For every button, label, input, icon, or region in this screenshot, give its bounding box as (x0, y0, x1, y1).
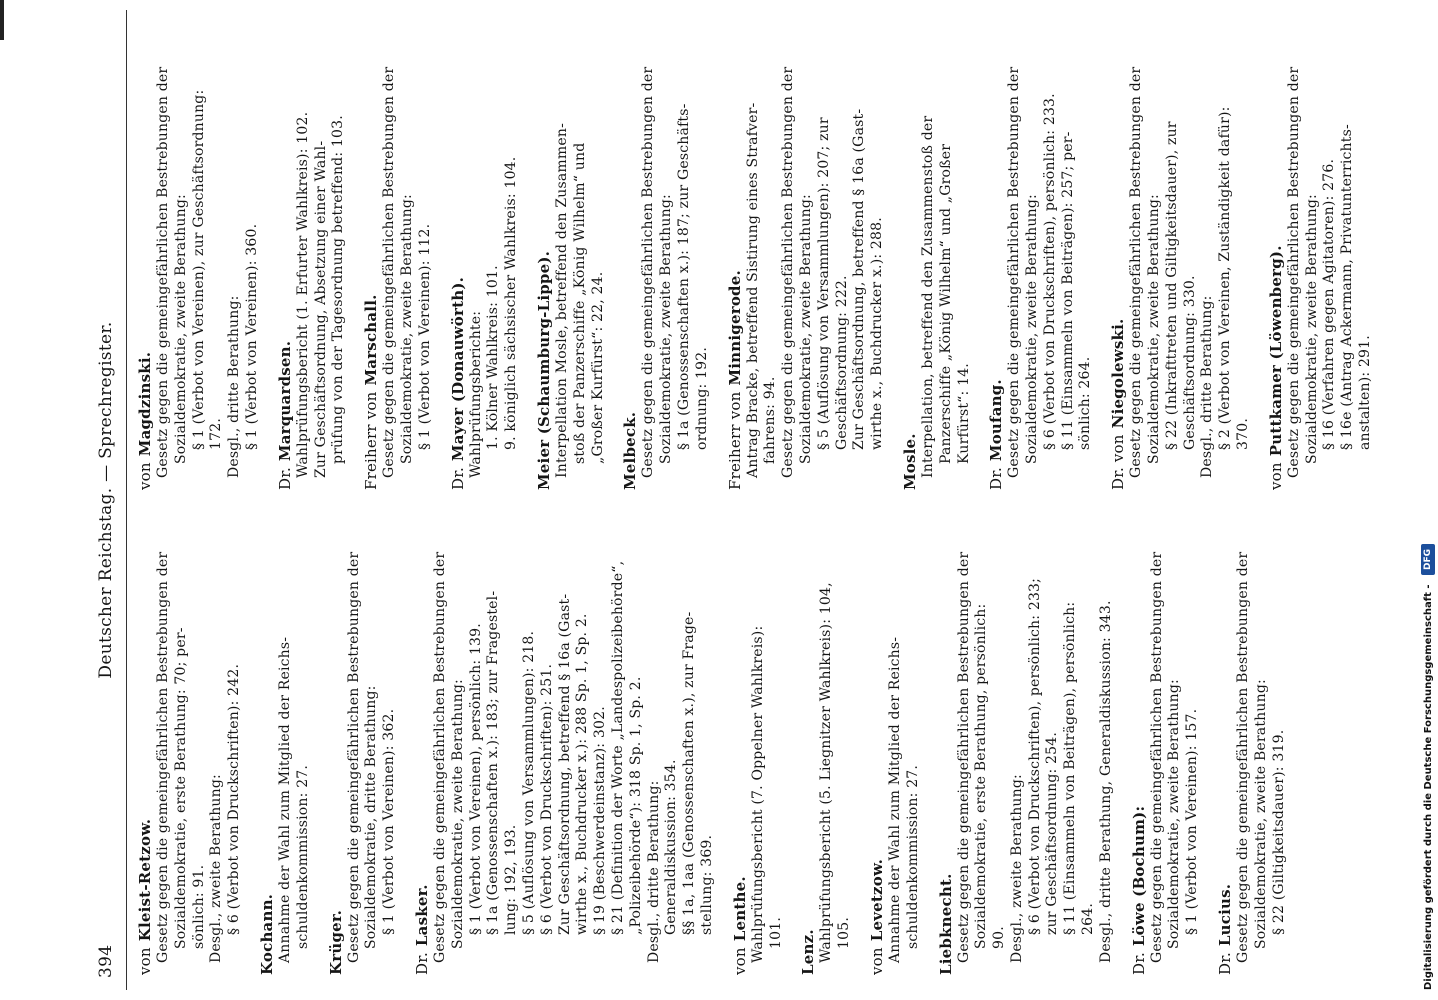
speaker-surname: Kochann. (257, 893, 276, 975)
register-entry (1267, 25, 1375, 490)
register-entry (901, 25, 973, 490)
register-entry (726, 25, 887, 490)
entry-line: § 16 (Verfahren gegen Agitatoren): 276. (1321, 158, 1338, 450)
entry-line: § 2 (Verbot von Vereinen, Zuständigkeit dafür): (1217, 106, 1234, 450)
entry-line: § 11 (Einsammeln von Beiträgen), persönlich: (1062, 601, 1079, 935)
speaker-name (1216, 510, 1235, 975)
entry-line: prüfung von der Tagesordnung betreffend: 103. (330, 115, 347, 464)
entry-line: wirthe x., Buchdrucker x.): 288 Sp. 1, Sp. 2. (574, 613, 591, 935)
register-entry (535, 25, 607, 490)
speaker-surname: Marschall. (362, 294, 381, 386)
speaker-name (868, 510, 887, 975)
entry-line: 101. (767, 917, 784, 949)
speaker-surname: Meier (Schaumburg-Lippe). (534, 250, 553, 490)
entry-line: Antrag Bracke, betreffend Sistirung eines Strafver- (744, 102, 761, 478)
register-entry (799, 510, 854, 975)
entry-line: § 1 (Verbot von Vereinen): 360. (243, 223, 260, 450)
entry-line: „Großer Kurfürst“: 22, 24. (589, 271, 606, 464)
entry-line: §§ 1a, 1aa (Genossenschaften x.), zur Frage- (681, 611, 698, 935)
speaker-prefix: Dr. (1216, 952, 1235, 975)
register-entry (413, 510, 717, 975)
speaker-surname: Levetzow. (867, 859, 886, 942)
register-entry (868, 510, 923, 975)
register-entry (258, 510, 313, 975)
entry-line: stoß der Panzerschiffe „König Wilhelm“ und (571, 142, 588, 464)
entry-line: Sozialdemokratie, zweite Berathung: (1146, 194, 1163, 464)
header-rule (126, 10, 127, 990)
entry-line: Sozialdemokratie, zweite Berathung: (172, 194, 189, 464)
speaker-name (136, 510, 155, 975)
entry-line: stellung: 369. (698, 834, 715, 935)
entry-line: Sozialdemokratie, zweite Berathung: (658, 194, 675, 464)
speaker-name (987, 25, 1006, 490)
register-entry (136, 510, 244, 975)
entry-line: § 1 (Verbot von Vereinen): 157. (1184, 708, 1201, 935)
entry-line: Wahlprüfungsbericht (1. Erfurter Wahlkreis): 102. (294, 111, 311, 478)
speaker-surname: Krüger. (326, 909, 345, 975)
entry-line: Desgl., dritte Berathung: (645, 780, 662, 963)
entry-line: Desgl., dritte Berathung: (1199, 295, 1216, 478)
entry-line: Gesetz gegen die gemeingefährlichen Bestrebungen der (1128, 66, 1145, 478)
speaker-name (535, 25, 554, 490)
register-entry (731, 510, 786, 975)
speaker-name (327, 510, 346, 975)
entry-line: § 1 (Verbot von Vereinen): 112. (416, 223, 433, 450)
register-entry (136, 25, 262, 490)
speaker-name (362, 25, 381, 490)
speaker-prefix: Freiherr von (362, 391, 381, 490)
entry-line: Sozialdemokratie, zweite Berathung: (398, 194, 415, 464)
register-entry (1130, 510, 1202, 975)
entry-line: Kurfürst“: 14. (955, 363, 972, 464)
entry-line: Gesetz gegen die gemeingefährlichen Bestrebungen der (780, 66, 797, 478)
entry-line: Gesetz gegen die gemeingefährlichen Bestrebungen der (155, 551, 171, 963)
entry-line: Interpellation, betreffend den Zusammenstoß der (919, 115, 936, 478)
speaker-prefix: von (136, 947, 154, 975)
speaker-name (276, 25, 295, 490)
speaker-surname: Puttkamer (Löwenberg). (1266, 245, 1285, 457)
entry-line: wirthe x., Buchdrucker x.): 288. (869, 217, 886, 450)
entry-line: Zur Geschäftsordnung, betreffend § 16a (Gast- (851, 108, 868, 450)
register-entry (987, 25, 1095, 490)
entry-line: Desgl., dritte Berathung: (226, 295, 243, 478)
entry-line: Sozialdemokratie, zweite Berathung: (1303, 194, 1320, 464)
speaker-surname: Lenz. (799, 929, 818, 975)
speaker-prefix: Dr. (448, 467, 467, 490)
entry-line: „Polizeibehörde“): 318 Sp. 1, Sp. 2. (627, 676, 644, 935)
speaker-surname: Moufang. (987, 379, 1006, 462)
entry-line: § 6 (Verbot von Druckschriften): 251. (538, 663, 555, 935)
speaker-name (799, 510, 818, 975)
entry-line: Sozialdemokratie, dritte Berathung: (363, 685, 380, 949)
entry-line: § 6 (Verbot von Druckschriften): 242. (226, 663, 243, 935)
entry-line: 1. Kölner Wahlkreis: 101. (485, 265, 502, 450)
speaker-prefix: Dr. (987, 467, 1006, 490)
entry-line: Sozialdemokratie, zweite Berathung: (1166, 679, 1183, 949)
speaker-name (449, 25, 468, 490)
entry-line: § 21 (Definition der Worte „Landespolizeibehörde“, (609, 560, 626, 935)
speaker-name (258, 510, 277, 975)
register-entry (362, 25, 434, 490)
entry-line: anstalten): 291. (1357, 335, 1374, 450)
entry-line: Panzerschiffe „König Wilhelm“ und „Großer (937, 143, 954, 464)
speaker-name (726, 25, 745, 490)
speaker-surname: Melbeck. (621, 411, 640, 490)
register-entry (1109, 25, 1253, 490)
entry-line: 90. (991, 926, 1008, 949)
speaker-prefix: Dr. (412, 952, 431, 975)
speaker-prefix: Dr. (275, 467, 294, 490)
entry-line: § 1 (Verbot von Vereinen): 362. (381, 708, 398, 935)
speaker-prefix: von (730, 947, 749, 975)
entry-line: Gesetz gegen die gemeingefährlichen Bestrebungen der (1006, 66, 1023, 478)
dfg-logo-badge: DFG (1421, 544, 1435, 575)
entry-line: Annahme der Wahl zum Mitglied der Reichs- (886, 636, 903, 963)
speaker-name (731, 510, 750, 975)
entry-line: Zur Geschäftsordnung, Absetzung einer Wahl- (312, 140, 329, 478)
entry-line: Sozialdemokratie, erste Berathung: 70; per- (172, 627, 189, 949)
speaker-name (136, 25, 155, 490)
speaker-prefix: Dr. (1129, 952, 1148, 975)
speaker-prefix: Dr. von (1109, 434, 1128, 490)
entry-line: § 1a (Genossenschaften x.): 183; zur Fragestel- (485, 590, 502, 935)
speaker-prefix: von (867, 947, 886, 975)
speaker-surname: Liebknecht. (936, 873, 955, 975)
right-column (136, 25, 1406, 490)
entry-line: Gesetz gegen die gemeingefährlichen Bestrebungen der (1235, 551, 1252, 963)
entry-line: § 19 (Beschwerdeinstanz): 302. (592, 706, 609, 935)
entry-line: Sozialdemokratie, zweite Berathung: (797, 194, 814, 464)
entry-line: § 22 (Giltigkeitsdauer): 319. (1270, 729, 1287, 935)
entry-line: Generaldiskussion: 354. (663, 759, 680, 935)
entry-line: 370. (1235, 418, 1252, 450)
speaker-surname: Lenthe. (730, 876, 749, 942)
entry-line: Gesetz gegen die gemeingefährlichen Bestrebungen der (345, 551, 362, 963)
entry-line: Sozialdemokratie, zweite Berathung: (1024, 194, 1041, 464)
edge-mark (0, 0, 4, 40)
speaker-name (937, 510, 956, 975)
speaker-surname: Lasker. (412, 884, 431, 947)
entry-line: Desgl., zweite Berathung: (208, 774, 225, 963)
entry-line: schuldenkommission: 27. (904, 764, 921, 949)
speaker-name (1109, 25, 1128, 490)
entry-line: Gesetz gegen die gemeingefährlichen Bestrebungen der (955, 551, 972, 963)
entry-line: § 5 (Auflösung von Versammlungen): 218. (520, 630, 537, 935)
register-entry (327, 510, 399, 975)
register-entry (276, 25, 348, 490)
entry-line: fahrens: 94. (762, 376, 779, 464)
entry-line: Wahlprüfungsbericht (7. Oppelner Wahlkreis): (749, 625, 766, 963)
entry-line: Gesetz gegen die gemeingefährlichen Bestrebungen der (640, 66, 657, 478)
entry-line: § 22 (Inkrafttreten und Giltigkeitsdauer), zur (1163, 121, 1180, 450)
entry-line: Gesetz gegen die gemeingefährlichen Bestrebungen der (155, 66, 171, 478)
entry-line: Geschäftsordnung: 222. (833, 275, 850, 450)
entry-line: § 1a (Genossenschaften x.): 187; zur Geschäfts- (675, 103, 692, 450)
entry-line: Geschäftsordnung: 330. (1181, 275, 1198, 450)
speaker-prefix: von (136, 462, 154, 490)
speaker-prefix: von (1266, 462, 1285, 490)
register-entry (937, 510, 1116, 975)
speaker-surname: Mosle. (900, 433, 919, 490)
entry-line: ordnung: 192. (693, 346, 710, 450)
speaker-surname: Kleist-Retzow. (136, 818, 154, 942)
speaker-prefix: Freiherr von (725, 391, 744, 490)
rotated-register-page (90, 10, 1410, 990)
entry-line: § 1 (Verbot von Vereinen), zur Geschäftsordnung: (190, 89, 207, 450)
header-title: Deutscher Reichstag. — Sprechregister. (96, 321, 116, 679)
entry-line: Zur Geschäftsordnung, betreffend § 16a (Gast- (556, 593, 573, 935)
entry-line: zur Geschäftsordnung: 254. (1044, 731, 1061, 935)
page-number: 394 (96, 944, 116, 978)
entry-line: lung: 192, 193. (503, 824, 520, 935)
register-entry (1216, 510, 1288, 975)
speaker-surname: Löwe (Bochum): (1129, 805, 1148, 947)
entry-line: Gesetz gegen die gemeingefährlichen Bestrebungen der (1285, 66, 1302, 478)
entry-line: Gesetz gegen die gemeingefährlichen Bestrebungen der (381, 66, 398, 478)
entry-line: Sozialdemokratie, erste Berathung, persönlich: (973, 603, 990, 949)
entry-line: § 6 (Verbot von Druckschriften), persönlich: 233. (1041, 93, 1058, 450)
entry-line: Desgl., dritte Berathung, Generaldiskussion: 343. (1097, 600, 1114, 963)
left-column (136, 510, 1406, 975)
entry-line: Wahlprüfungsberichte: (467, 310, 484, 478)
entry-line: Sozialdemokratie, zweite Berathung: (1252, 679, 1269, 949)
register-entry (449, 25, 521, 490)
entry-line: § 16e (Antrag Ackermann, Privatunterrichts- (1339, 124, 1356, 450)
speaker-surname: Niegolewski. (1109, 318, 1128, 429)
entry-line: Wahlprüfungsbericht (5. Liegnitzer Wahlkreis): 104, (818, 582, 835, 963)
register-entry (621, 25, 711, 490)
entry-line: Sozialdemokratie, zweite Berathung: (449, 679, 466, 949)
entry-line: sönlich: 264. (1077, 356, 1094, 450)
speaker-surname: Magdzinski. (136, 351, 154, 457)
entry-line: schuldenkommission: 27. (294, 764, 311, 949)
entry-line: Interpellation Mosle, betreffend den Zusammen- (553, 122, 570, 478)
speaker-name (621, 25, 640, 490)
entry-line: 105. (836, 917, 853, 949)
entry-line: § 5 (Auflösung von Versammlungen): 207; zur (815, 117, 832, 450)
entry-line: Gesetz gegen die gemeingefährlichen Bestrebungen der (1148, 551, 1165, 963)
running-head (90, 10, 122, 990)
speaker-name (1267, 25, 1286, 490)
entry-line: 172. (208, 418, 225, 450)
entry-line: Desgl., zweite Berathung: (1008, 774, 1025, 963)
entry-line: § 11 (Einsammeln von Beiträgen): 257; per- (1059, 131, 1076, 450)
speaker-surname: Marquardsen. (275, 340, 294, 462)
speaker-surname: Mayer (Donauwörth). (448, 276, 467, 462)
entry-line: sönlich: 91. (190, 864, 207, 949)
speaker-name (901, 25, 920, 490)
digitization-note (1420, 5, 1438, 990)
digitization-text: Digitalisierung gefördert durch die Deutsche Forschungsgemeinschaft - (1423, 584, 1434, 990)
speaker-name (1130, 510, 1149, 975)
entry-line: Annahme der Wahl zum Mitglied der Reichs- (276, 636, 293, 963)
entry-line: 9. königlich sächsischer Wahlkreis: 104. (503, 156, 520, 450)
entry-line: § 1 (Verbot von Vereinen), persönlich: 139. (467, 623, 484, 935)
entry-line: Gesetz gegen die gemeingefährlichen Bestrebungen der (431, 551, 448, 963)
speaker-name (413, 510, 432, 975)
entry-line: § 6 (Verbot von Druckschriften), persönlich: 233; (1026, 577, 1043, 935)
speaker-surname: Lucius. (1216, 883, 1235, 947)
speaker-surname: Minnigerode. (725, 270, 744, 386)
entry-line: 264. (1080, 903, 1097, 935)
